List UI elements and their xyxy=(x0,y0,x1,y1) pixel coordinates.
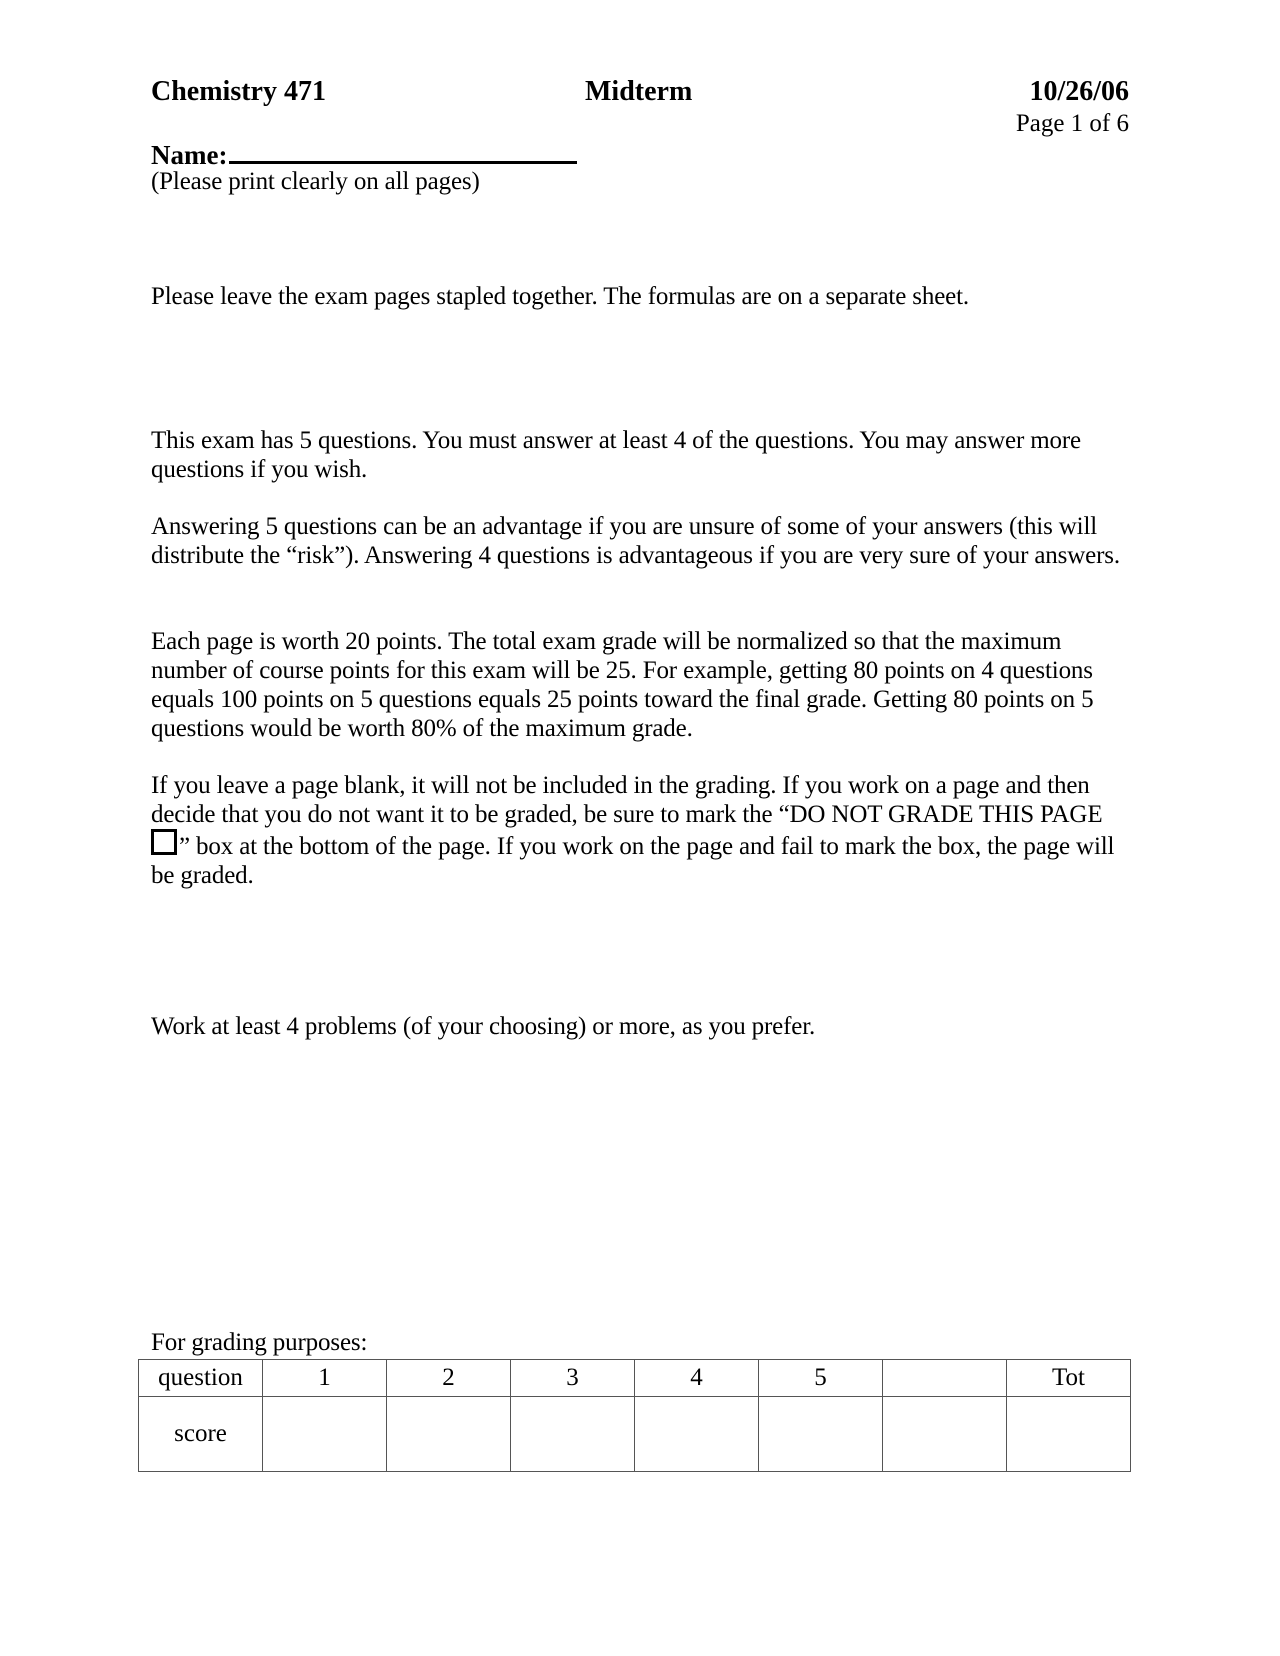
question-5-cell: 5 xyxy=(759,1360,883,1397)
score-cell-total[interactable] xyxy=(1007,1397,1131,1472)
question-1-cell: 1 xyxy=(263,1360,387,1397)
name-label: Name: xyxy=(151,140,228,170)
question-3-cell: 3 xyxy=(511,1360,635,1397)
exam-date: 10/26/06 xyxy=(1029,76,1129,107)
exam-type: Midterm xyxy=(585,76,693,107)
page-indicator: Page 1 of 6 xyxy=(1015,110,1129,137)
advantage-paragraph: Answering 5 questions can be an advantage if you are unsure of some of your answers (this will distribute the “risk”). Answering 4 questions is advantageous if you are very sure of your answers. xyxy=(151,513,1120,569)
grading-caption: For grading purposes: xyxy=(151,1329,368,1356)
do-not-grade-checkbox[interactable] xyxy=(151,829,177,855)
score-cell-1[interactable] xyxy=(263,1397,387,1472)
questions-paragraph: This exam has 5 questions. You must answer at least 4 of the questions. You may answer more questions if you wish. xyxy=(151,427,1082,483)
question-header-cell: question xyxy=(139,1360,263,1397)
score-cell-3[interactable] xyxy=(511,1397,635,1472)
name-field xyxy=(151,139,577,170)
score-cell-blank[interactable] xyxy=(883,1397,1007,1472)
score-cell-2[interactable] xyxy=(387,1397,511,1472)
score-label-cell: score xyxy=(139,1397,263,1472)
score-cell-5[interactable] xyxy=(759,1397,883,1472)
score-cell-4[interactable] xyxy=(635,1397,759,1472)
question-4-cell: 4 xyxy=(635,1360,759,1397)
print-instruction: (Please print clearly on all pages) xyxy=(151,168,480,195)
name-blank-line[interactable] xyxy=(229,139,577,164)
work-instruction: Work at least 4 problems (of your choosing) or more, as you prefer. xyxy=(151,1013,816,1040)
stapled-note: Please leave the exam pages stapled together. The formulas are on a separate sheet. xyxy=(151,283,969,310)
question-row xyxy=(139,1360,1131,1397)
total-header-cell: Tot xyxy=(1007,1360,1131,1397)
blank-page-text-end: ” box at the bottom of the page. If you work on the page and fail to mark the box, the page will be graded. xyxy=(151,833,1115,889)
question-2-cell: 2 xyxy=(387,1360,511,1397)
blank-page-text-start: If you leave a page blank, it will not be included in the grading. If you work on a page and then decide that you do not want it to be graded, be sure to mark the “DO NOT GRADE THIS PAGE xyxy=(151,772,1103,828)
grading-table xyxy=(138,1359,1131,1472)
score-row xyxy=(139,1397,1131,1472)
points-paragraph: Each page is worth 20 points. The total exam grade will be normalized so that the maximum number of course points for this exam will be 25. For example, getting 80 points on 4 questions equals 100 points on 5 questions equals 25 points toward the final grade. Getting 80 points on 5 questions would be worth 80% of the maximum grade. xyxy=(151,628,1094,742)
course-title: Chemistry 471 xyxy=(151,76,326,107)
blank-page-paragraph xyxy=(151,771,1136,890)
question-blank-cell xyxy=(883,1360,1007,1397)
